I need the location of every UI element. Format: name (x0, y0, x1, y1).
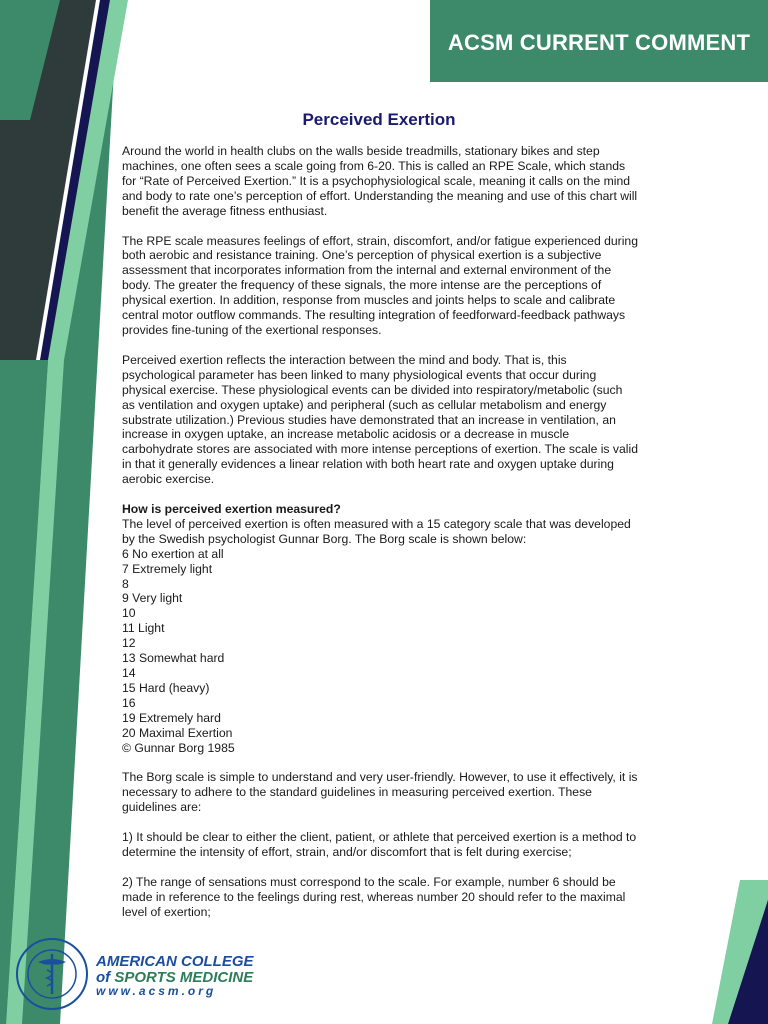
borg-scale-list (122, 547, 638, 756)
paragraph: Perceived exertion reflects the interaction between the mind and body. That is, this psychological parameter has been linked to many physiological events that occur during physical exercise. These physiological events can be divided into respiratory/metabolic (such as ventilation and oxygen uptake) and peripheral (such as cellular metabolism and energy substrate utilization.) Previous studies have demonstrated that an increase in ventilation, an increase in oxygen uptake, an increase metabolic acidosis or a decrease in muscle carbohydrate stores are associated with more intense perceptions of exertion. The scale is valid in that it generally evidences a linear relation with both heart rate and oxygen uptake during aerobic exercise. (122, 352, 638, 487)
borg-scale-item: 19 Extremely hard (122, 710, 221, 725)
paragraph: The RPE scale measures feelings of effort, strain, discomfort, and/or fatigue experienced during both aerobic and resistance training. One’s perception of physical exertion is a subjective assessment that incorporates information from the internal and external environment of the body. The greater the frequency of these signals, the more intense are the perceptions of physical exertion. In addition, response from muscles and joints helps to scale and calibrate central motor outflow commands. The resulting integration of feedforward-feedback pathways provides fine-tuning of the exertional responses. (122, 233, 638, 337)
logo-url[interactable]: www.acsm.org (96, 984, 217, 998)
borg-scale-item: 8 (122, 576, 129, 591)
borg-scale-item: 11 Light (122, 621, 165, 636)
borg-scale-copyright: © Gunnar Borg 1985 (122, 740, 235, 755)
borg-scale-item: 15 Hard (heavy) (122, 680, 210, 695)
section-heading: How is perceived exertion measured? (122, 502, 341, 517)
header-banner (430, 0, 768, 82)
header-title: ACSM CURRENT COMMENT (447, 30, 751, 55)
logo-wordmark (96, 954, 254, 986)
document-title: Perceived Exertion (302, 110, 456, 129)
acsm-logo (14, 936, 254, 1012)
borg-scale-item: 12 (122, 636, 136, 651)
paragraph: The Borg scale is simple to understand and very user-friendly. However, to use it effectively, it is necessary to adhere to the standard guidelines in measuring perceived exertion. These guidelines are: (122, 770, 638, 815)
borg-scale-item: 9 Very light (122, 591, 183, 606)
logo-line-2-of: of (96, 969, 111, 986)
guideline-item: 1) It should be clear to either the client, patient, or athlete that perceived exertion is a method to determine the intensity of effort, strain, and/or discomfort that is felt during exercise; (122, 830, 637, 860)
paragraph: Around the world in health clubs on the walls beside treadmills, stationary bikes and step machines, one often sees a scale going from 6-20. This is called an RPE Scale, which stands for “Rate of Perceived Exertion.” It is a psychophysiological scale, meaning it calls on the mind and body to rate one’s perception of effort. Understanding the meaning and use of this chart will benefit the average fitness enthusiast. (122, 144, 638, 218)
borg-scale-item: 14 (122, 666, 136, 680)
logo-line-1: AMERICAN COLLEGE (96, 953, 254, 970)
guideline-item: 2) The range of sensations must correspond to the scale. For example, number 6 should be made in reference to the feelings during rest, whereas number 20 should refer to the maximal level of exertion; (122, 874, 626, 919)
document-body (122, 144, 638, 920)
borg-scale-item: 13 Somewhat hard (122, 651, 225, 666)
borg-scale-item: 6 No exertion at all (122, 546, 224, 561)
borg-scale-item: 16 (122, 695, 136, 710)
logo-line-2-name: SPORTS MEDICINE (114, 969, 254, 986)
section-intro: The level of perceived exertion is often measured with a 15 category scale that was developed by the Swedish psychologist Gunnar Borg. The Borg scale is shown below: (122, 516, 631, 546)
borg-scale-item: 7 Extremely light (122, 561, 213, 576)
acsm-seal-icon (14, 936, 90, 1012)
borg-scale-item: 10 (122, 606, 136, 621)
borg-scale-item: 20 Maximal Exertion (122, 725, 233, 740)
